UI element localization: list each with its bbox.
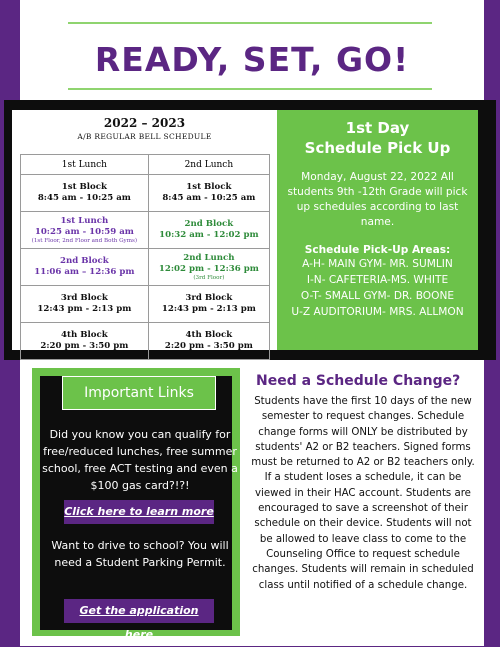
- block-name: 2nd Block: [184, 219, 234, 229]
- block-time: 2:20 pm - 3:50 pm: [40, 341, 129, 351]
- pickup-area: U-Z AUDITORIUM- MRS. ALLMON: [291, 306, 464, 318]
- pickup-title-line2: Schedule Pick Up: [304, 139, 451, 157]
- lunch-location-note: (3rd Floor): [193, 274, 225, 281]
- block-time: 12:02 pm - 12:36 pm: [158, 263, 259, 274]
- column-header: 1st Lunch: [21, 155, 149, 175]
- table-row: [21, 175, 270, 212]
- pickup-title-line1: 1st Day: [345, 119, 410, 137]
- schedule-change-heading: Need a Schedule Change?: [256, 373, 461, 389]
- block-time: 2:20 pm - 3:50 pm: [164, 341, 253, 351]
- block-name: 1st Block: [61, 182, 107, 192]
- pickup-area: I-N- CAFETERIA-MS. WHITE: [306, 274, 449, 286]
- block-name: 1st Block: [186, 182, 232, 192]
- table-row: [21, 212, 270, 249]
- block-name: 4th Block: [61, 330, 108, 340]
- important-links-title: Important Links: [62, 376, 216, 410]
- free-services-text: Did you know you can qualify for free/reduced lunches, free summer school, free ACT testing and even a $100 gas card?!?!: [42, 428, 238, 492]
- block-time: 8:45 am - 10:25 am: [37, 193, 131, 203]
- block-time: 10:32 am - 12:02 pm: [159, 230, 259, 240]
- pickup-areas-heading: Schedule Pick-Up Areas:: [304, 244, 451, 256]
- column-header: 2nd Lunch: [148, 155, 269, 175]
- block-time: 11:06 am – 12:36 pm: [34, 267, 135, 277]
- block-time: 10:25 am - 10:59 am: [34, 226, 134, 237]
- title-divider: [68, 88, 432, 90]
- schedule-pickup-panel: [277, 110, 478, 350]
- block-name: 3rd Block: [60, 293, 108, 303]
- pickup-area: O-T- SMALL GYM- DR. BOONE: [300, 290, 455, 302]
- table-row: [21, 286, 270, 323]
- learn-more-link[interactable]: Click here to learn more: [64, 500, 214, 524]
- block-time: 8:45 am - 10:25 am: [162, 193, 256, 203]
- top-divider: [68, 22, 432, 24]
- block-name: 1st Lunch: [60, 215, 109, 226]
- schedule-change-text: Students have the first 10 days of the new semester to request changes. Schedule change forms will ONLY be distributed by students' A2 or B2 teachers. Signed forms must be returned to A2 or B2 teachers only. If a student loses a schedule, it can be viewed in their HAC account. Students are encouraged to save a screenshot of their schedule on their device. Students will not be allowed to leave class to come to the Counseling Office to request schedule changes. Students will remain in scheduled class until notified of a schedule change.: [251, 396, 475, 591]
- block-name: 4th Block: [185, 330, 233, 340]
- bell-schedule-table: [20, 154, 270, 360]
- block-name: 3rd Block: [185, 293, 233, 303]
- lunch-location-note: (1st Floor, 2nd Floor and Both Gyms): [31, 237, 138, 244]
- block-time: 12:43 pm - 2:13 pm: [161, 304, 256, 314]
- page-title: READY, SET, GO!: [94, 40, 410, 79]
- pickup-description: Monday, August 22, 2022 All students 9th -12th Grade will pick up schedules according to last name.: [287, 171, 468, 228]
- table-row: [21, 323, 270, 360]
- block-time: 12:43 pm - 2:13 pm: [37, 304, 132, 314]
- parking-permit-text: Want to drive to school? You will need a Student Parking Permit.: [51, 539, 229, 569]
- bell-schedule: [12, 110, 277, 350]
- block-name: 2nd Lunch: [183, 252, 235, 263]
- pickup-area: A-H- MAIN GYM- MR. SUMLIN: [302, 258, 453, 270]
- table-row: [21, 249, 270, 286]
- block-name: 2nd Block: [60, 256, 109, 266]
- schedule-subtitle: A/B REGULAR BELL SCHEDULE: [77, 132, 212, 141]
- schedule-year: 2022 – 2023: [103, 116, 186, 130]
- parking-application-link[interactable]: Get the application here: [64, 599, 214, 623]
